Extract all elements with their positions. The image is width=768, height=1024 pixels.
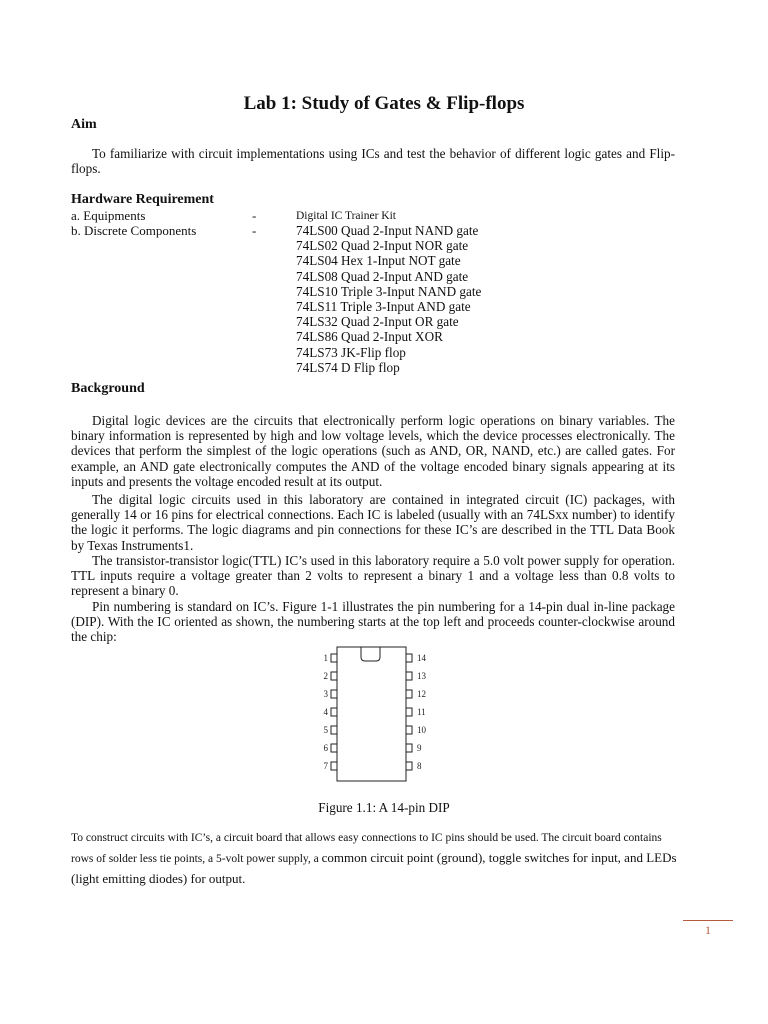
right-pin [406, 653, 427, 663]
requirement-equipment: Digital IC Trainer Kit [296, 210, 396, 222]
left-pin [324, 671, 338, 681]
background-paragraph: The transistor-transistor logic(TTL) IC’s used in this laboratory require a 5.0 volt power supply for operation. TTL inputs require a voltage greater than 2 volts to represent a binary 1 and a voltage less than 0.8 volts to represent a binary 0. [71, 553, 675, 599]
right-pin [406, 707, 426, 717]
pin-lead [331, 690, 337, 698]
hardware-heading: Hardware Requirement [71, 192, 214, 207]
right-pin [406, 743, 422, 753]
left-pin [324, 761, 338, 771]
pin-number-label: 13 [417, 671, 426, 681]
right-pin-column [406, 653, 427, 771]
pin-lead [406, 708, 412, 716]
right-pin [406, 689, 426, 699]
pin-number-label: 3 [323, 689, 328, 699]
requirement-label-components: b. Discrete Components [71, 223, 197, 238]
component-item: 74LS86 Quad 2-Input XOR [296, 329, 443, 344]
figure-caption: Figure 1.1: A 14-pin DIP [318, 800, 450, 815]
background-paragraph: The digital logic circuits used in this laboratory are contained in integrated circuit (IC) packages, with generally 14 or 16 pins for electrical connections. Each IC is labeled (usually with an 74LSxx number) to identify the logic it performs. The logic diagrams and pin connections for these IC’s are described in the TTL Data Book by Texas Instruments1. [71, 492, 675, 553]
pin-number-label: 12 [417, 689, 426, 699]
left-pin-column [324, 653, 338, 771]
pin-lead [406, 654, 412, 662]
pin-lead [406, 744, 412, 752]
component-item: 74LS73 JK-Flip flop [296, 345, 406, 360]
pin-number-label: 9 [417, 743, 422, 753]
pin-number-label: 1 [323, 653, 328, 663]
pin-lead [331, 744, 337, 752]
component-item: 74LS10 Triple 3-Input NAND gate [296, 284, 482, 299]
background-paragraph: Pin numbering is standard on IC’s. Figure 1-1 illustrates the pin numbering for a 14-pin dual in-line package (DIP). With the IC oriented as shown, the numbering starts at the top left and proceeds counter-clockwise around the chip: [71, 599, 675, 645]
pin-number-label: 8 [417, 761, 422, 771]
closing-text-part2: common circuit point (ground), toggle switches for input, and LEDs (light emitting diodes) for output. [71, 850, 677, 886]
left-pin [324, 689, 338, 699]
component-item: 74LS32 Quad 2-Input OR gate [296, 314, 459, 329]
pin-lead [406, 726, 412, 734]
right-pin [406, 725, 427, 735]
pin-number-label: 2 [323, 671, 328, 681]
closing-paragraph [71, 829, 681, 890]
pin-lead [331, 762, 337, 770]
requirement-dash-equipments: - [252, 208, 257, 223]
footer-rule [683, 920, 733, 921]
component-item: 74LS74 D Flip flop [296, 360, 400, 375]
background-heading: Background [71, 381, 145, 396]
component-item: 74LS04 Hex 1-Input NOT gate [296, 253, 461, 268]
requirement-dash-components: - [252, 223, 257, 238]
pin-lead [406, 672, 412, 680]
left-pin [324, 725, 338, 735]
pin-lead [406, 690, 412, 698]
pin-lead [331, 726, 337, 734]
component-item: 74LS08 Quad 2-Input AND gate [296, 269, 469, 284]
background-paragraph: Digital logic devices are the circuits that electronically perform logic operations on binary variables. The binary information is represented by high and low voltage levels, which the device processes electronically. The devices that perform the simplest of the logic operations (such as AND, OR, NAND, etc.) are called gates. For example, an AND gate electronically computes the AND of the voltage encoded binary signals appearing at its inputs and presents the voltage encoded result at its output. [71, 413, 675, 489]
aim-paragraph: To familiarize with circuit implementations using ICs and test the behavior of different logic gates and Flip-flops. [71, 146, 675, 177]
pin-number-label: 7 [323, 761, 328, 771]
left-pin [324, 743, 338, 753]
page-number: 1 [705, 923, 711, 937]
pin-number-label: 14 [417, 653, 426, 663]
pin-lead [331, 654, 337, 662]
pin-lead [406, 762, 412, 770]
closing-text-part1: To construct circuits with IC’s, a circuit board that allows easy connections to IC pins should be used. The circuit board contains rows of solder less tie points, a 5-volt power supply, a [71, 832, 662, 865]
pin-number-label: 5 [323, 725, 328, 735]
ic-body [337, 647, 406, 781]
pin-number-label: 11 [417, 707, 426, 717]
left-pin [324, 707, 338, 717]
right-pin [406, 761, 422, 771]
page-title: Lab 1: Study of Gates & Flip-flops [243, 93, 525, 114]
pin-number-label: 6 [323, 743, 328, 753]
right-pin [406, 671, 427, 681]
aim-heading: Aim [71, 117, 97, 132]
pin-number-label: 10 [417, 725, 426, 735]
component-item: 74LS00 Quad 2-Input NAND gate [296, 223, 479, 238]
dip-14-pin-diagram [310, 644, 440, 786]
pin-number-label: 4 [323, 707, 328, 717]
requirement-label-equipments: a. Equipments [71, 208, 146, 223]
component-item: 74LS02 Quad 2-Input NOR gate [296, 238, 469, 253]
pin-lead [331, 708, 337, 716]
pin-lead [331, 672, 337, 680]
component-item: 74LS11 Triple 3-Input AND gate [296, 299, 471, 314]
left-pin [324, 653, 338, 663]
